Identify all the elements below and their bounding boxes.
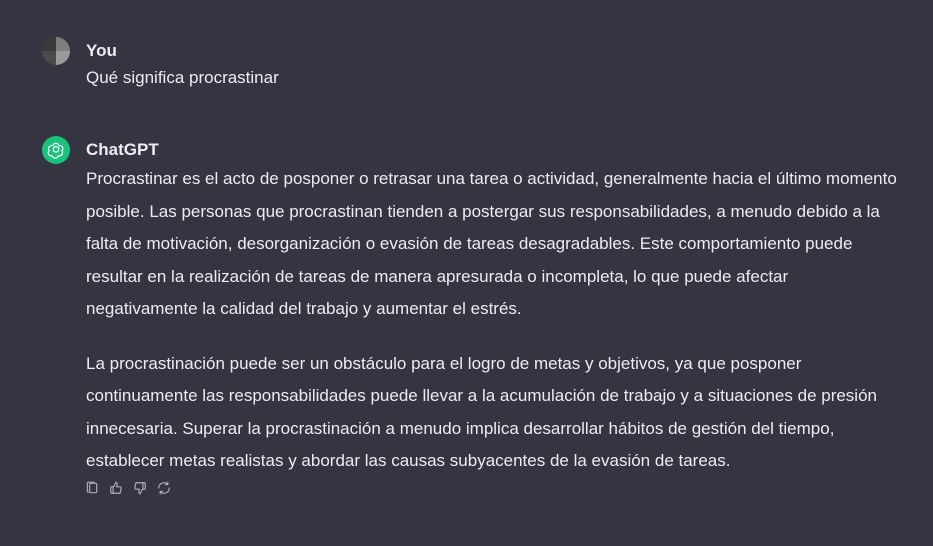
thumbs-down-button[interactable] <box>132 480 148 496</box>
user-message-content <box>86 37 903 91</box>
chatgpt-avatar <box>42 136 70 164</box>
message-actions <box>84 480 903 496</box>
regenerate-button[interactable] <box>156 480 172 496</box>
user-message <box>42 37 903 91</box>
response-paragraph: Procrastinar es el acto de posponer o retrasar una tarea o actividad, generalmente hacia el último momento posible. Las personas que procrastinan tienden a postergar sus responsabilidades, a menudo debido a la falta de motivación, desorganización o evasión de tareas desagradables. Este comportamiento puede resultar en la realización de tareas de manera apresurada o incompleta, lo que puede afectar negativamente la calidad del trabajo y aumentar el estrés. <box>86 169 897 318</box>
assistant-message-content <box>86 136 903 496</box>
thumbs-down-icon <box>133 481 147 495</box>
regenerate-icon <box>157 481 171 495</box>
thumbs-up-button[interactable] <box>108 480 124 496</box>
user-avatar <box>42 37 70 65</box>
user-message-text: Qué significa procrastinar <box>86 68 279 87</box>
thumbs-up-icon <box>109 481 123 495</box>
openai-logo-icon <box>47 141 65 159</box>
copy-button[interactable] <box>84 480 100 496</box>
assistant-message <box>42 136 903 496</box>
response-paragraph: La procrastinación puede ser un obstáculo para el logro de metas y objetivos, ya que posponer continuamente las responsabilidades puede llevar a la acumulación de trabajo y a situaciones de presión innecesaria. Superar la procrastinación a menudo implica desarrollar hábitos de gestión del tiempo, establecer metas realistas y abordar las causas subyacentes de la evasión de tareas. <box>86 353 877 470</box>
copy-icon <box>85 481 99 495</box>
user-author-name: You <box>86 41 117 60</box>
assistant-author-name: ChatGPT <box>86 140 159 159</box>
